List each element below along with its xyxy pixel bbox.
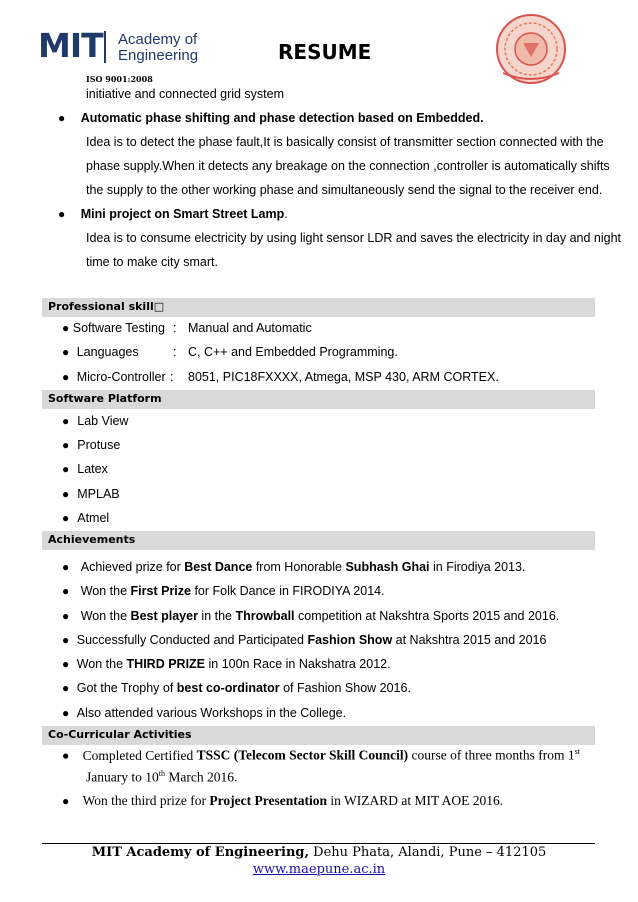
project-line: time to make city smart. (86, 255, 218, 269)
skill-label: Languages (76, 345, 139, 359)
achievement-text: in the (197, 609, 236, 623)
cocurricular-bold: Project Presentation (209, 793, 327, 808)
project-title-suffix: . (284, 207, 288, 221)
skill-value: Manual and Automatic (188, 321, 312, 335)
list-item (62, 413, 128, 429)
cocurricular-text: course of three months from 1 (408, 747, 575, 763)
bullet-icon: ● (62, 345, 70, 359)
achievement-bold: Subhash Ghai (345, 560, 430, 574)
bullet-icon: ● (62, 438, 70, 452)
section-title: Achievements (48, 533, 136, 546)
bullet-icon: ● (62, 487, 70, 501)
list-item (62, 793, 503, 809)
project-item (58, 110, 484, 126)
footer-url-row (0, 862, 638, 877)
achievement-bold: Fashion Show (307, 633, 393, 647)
footer-divider (42, 843, 595, 844)
achievement-text: Achieved prize for (80, 560, 185, 574)
achievement-text: Also attended various Workshops in the College. (76, 706, 347, 720)
superscript: th (158, 769, 165, 778)
skill-value: 8051, PIC18FXXXX, Atmega, MSP 430, ARM CORTEX. (188, 370, 499, 384)
logo-mit: MIT (38, 26, 103, 65)
software-name: MPLAB (77, 487, 120, 501)
project-item (58, 206, 288, 222)
list-item (62, 510, 109, 526)
cocurricular-text: Completed Certified (82, 747, 197, 763)
list-item (62, 583, 385, 599)
bullet-icon: ● (58, 111, 66, 125)
software-name: Lab View (77, 414, 129, 428)
college-seal-icon (490, 13, 572, 85)
bullet-icon: ● (62, 657, 70, 671)
achievement-text: Won the (76, 657, 127, 671)
achievement-text: from Honorable (252, 560, 346, 574)
bullet-icon: ● (62, 584, 70, 598)
page-title: RESUME (278, 40, 372, 64)
section-header-cocurricular (42, 726, 595, 745)
software-name: Atmel (77, 511, 110, 525)
list-item (62, 656, 391, 672)
logo-academy-text (118, 32, 198, 64)
list-item (62, 486, 120, 502)
achievement-bold: First Prize (130, 584, 191, 598)
list-item (62, 437, 120, 453)
list-item (62, 705, 346, 721)
achievement-text: in Firodiya 2013. (429, 560, 526, 574)
skill-colon: : (173, 321, 177, 335)
bullet-icon: ● (62, 706, 70, 720)
software-name: Protuse (77, 438, 121, 452)
achievement-text: Successfully Conducted and Participated (76, 633, 308, 647)
achievement-bold: Best Dance (184, 560, 253, 574)
bullet-icon: ● (62, 794, 70, 808)
section-header-achievements (42, 531, 595, 550)
project-title: Automatic phase shifting and phase detection based on Embedded. (80, 111, 484, 125)
bullet-icon: ● (62, 609, 70, 623)
bullet-icon: ● (62, 462, 70, 476)
cocurricular-bold: TSSC (Telecom Sector Skill Council) (196, 747, 409, 763)
skill-label: Software Testing (72, 321, 165, 335)
project-title: Mini project on Smart Street Lamp (80, 207, 285, 221)
list-item (62, 559, 525, 575)
bullet-icon: ● (58, 207, 66, 221)
achievement-bold: Best player (130, 609, 198, 623)
iso-label: ISO 9001:2008 (86, 74, 153, 84)
skill-colon: : (173, 345, 177, 359)
bullet-icon: ● (62, 511, 70, 525)
achievement-text: Won the (80, 584, 131, 598)
bullet-icon: ● (62, 321, 70, 335)
bullet-icon: ● (62, 748, 70, 763)
website-link[interactable]: www.maepune.ac.in (252, 862, 386, 877)
bullet-icon: ● (62, 560, 70, 574)
achievement-text: competition at Nakshtra Sports 2015 and 2016. (294, 609, 560, 623)
software-name: Latex (77, 462, 108, 476)
achievement-bold: best co-ordinator (176, 681, 280, 695)
achievement-text: in 100n Race in Nakshatra 2012. (205, 657, 391, 671)
list-item (62, 747, 580, 764)
achievement-bold: Throwball (235, 609, 295, 623)
list-item-continuation (86, 769, 237, 786)
skill-label: Micro-Controller (76, 370, 166, 384)
achievement-text: Won the (80, 609, 131, 623)
footer-address (0, 845, 638, 860)
list-item (62, 461, 108, 477)
achievement-bold: THIRD PRIZE (126, 657, 206, 671)
footer-institution: MIT Academy of Engineering, (91, 845, 310, 860)
project-line: phase supply.When it detects any breakage on the connection ,controller is automatically shifts (86, 159, 610, 173)
section-title: Software Platform (48, 392, 162, 405)
skill-colon: : (170, 370, 174, 384)
achievement-text: at Nakshtra 2015 and 2016 (392, 633, 547, 647)
intro-line: initiative and connected grid system (86, 87, 285, 101)
achievement-text: Got the Trophy of (76, 681, 177, 695)
section-title: Co-Curricular Activities (48, 728, 192, 741)
skill-value: C, C++ and Embedded Programming. (188, 345, 398, 359)
footer-location: Dehu Phata, Alandi, Pune – 412105 (309, 845, 547, 860)
achievement-text: for Folk Dance in FIRODIYA 2014. (190, 584, 385, 598)
logo-line2: Engineering (118, 47, 199, 64)
bullet-icon: ● (62, 414, 70, 428)
bullet-icon: ● (62, 633, 70, 647)
project-line: Idea is to consume electricity by using light sensor LDR and saves the electricity in day and night (86, 231, 621, 245)
skill-row (62, 320, 165, 336)
cocurricular-text: Won the third prize for (82, 793, 210, 808)
bullet-icon: ● (62, 681, 70, 695)
section-title: Professional skill□ (48, 300, 165, 313)
bullet-icon: ● (62, 370, 70, 384)
project-line: the supply to the other working phase and simultaneously send the signal to the receiver end. (86, 183, 603, 197)
logo-line1: Academy of (118, 31, 198, 48)
skill-row (62, 369, 166, 385)
achievement-text: of Fashion Show 2016. (279, 681, 411, 695)
project-line: Idea is to detect the phase fault,It is basically consist of transmitter section connected with the (86, 135, 604, 149)
list-item (62, 608, 559, 624)
section-header-professional (42, 298, 595, 317)
cocurricular-text: in WIZARD at MIT AOE 2016. (326, 793, 504, 808)
logo-separator (104, 31, 106, 63)
cocurricular-text: January to 10 (86, 769, 159, 785)
section-header-software (42, 390, 595, 409)
superscript: st (574, 747, 580, 756)
cocurricular-text: March 2016. (164, 769, 238, 785)
list-item (62, 632, 546, 648)
list-item (62, 680, 411, 696)
skill-row (62, 344, 139, 360)
